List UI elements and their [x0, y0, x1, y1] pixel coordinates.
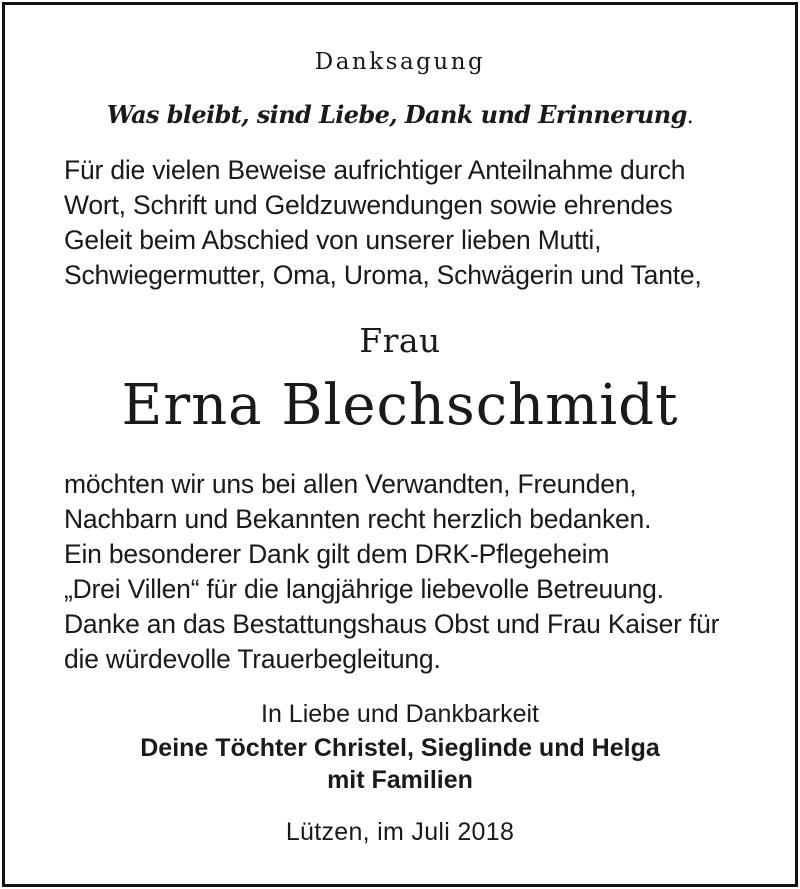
thanks-line: Nachbarn und Bekannten recht herzlich bedanken.: [64, 504, 652, 534]
deceased-name: Erna Blechschmidt: [121, 373, 679, 438]
intro-line: Wort, Schrift und Geldzuwendungen sowie ehrendes: [64, 190, 673, 220]
intro-line: Für die vielen Beweise aufrichtiger Anteilnahme durch: [64, 155, 686, 185]
closing-line: In Liebe und Dankbarkeit: [261, 700, 539, 728]
signers-line: mit Familien: [327, 766, 473, 794]
thanks-line: die würdevolle Trauerbegleitung.: [64, 644, 441, 674]
motto: [5, 100, 795, 129]
salutation: Frau: [359, 321, 441, 360]
place-date: Lützen, im Juli 2018: [285, 818, 515, 846]
thanks-line: „Drei Villen“ für die langjährige liebevolle Betreuung.: [64, 574, 664, 604]
thanks-line: Danke an das Bestattungshaus Obst und Frau Kaiser für: [64, 609, 720, 639]
thanks-line: möchten wir uns bei allen Verwandten, Freunden,: [64, 469, 637, 499]
intro-line: Schwiegermutter, Oma, Uroma, Schwägerin und Tante,: [64, 260, 702, 290]
notice-border: [2, 2, 798, 887]
motto-period: .: [686, 104, 694, 129]
signers-line: Deine Töchter Christel, Sieglinde und Helga: [140, 734, 660, 762]
motto-text: Was bleibt, sind Liebe, Dank und Erinnerung: [106, 100, 687, 129]
intro-line: Geleit beim Abschied von unserer lieben Mutti,: [64, 225, 602, 255]
thank-you-notice: [5, 5, 795, 884]
thanks-line: Ein besonderer Dank gilt dem DRK-Pflegeheim: [64, 539, 610, 569]
notice-heading: Danksagung: [314, 49, 486, 75]
